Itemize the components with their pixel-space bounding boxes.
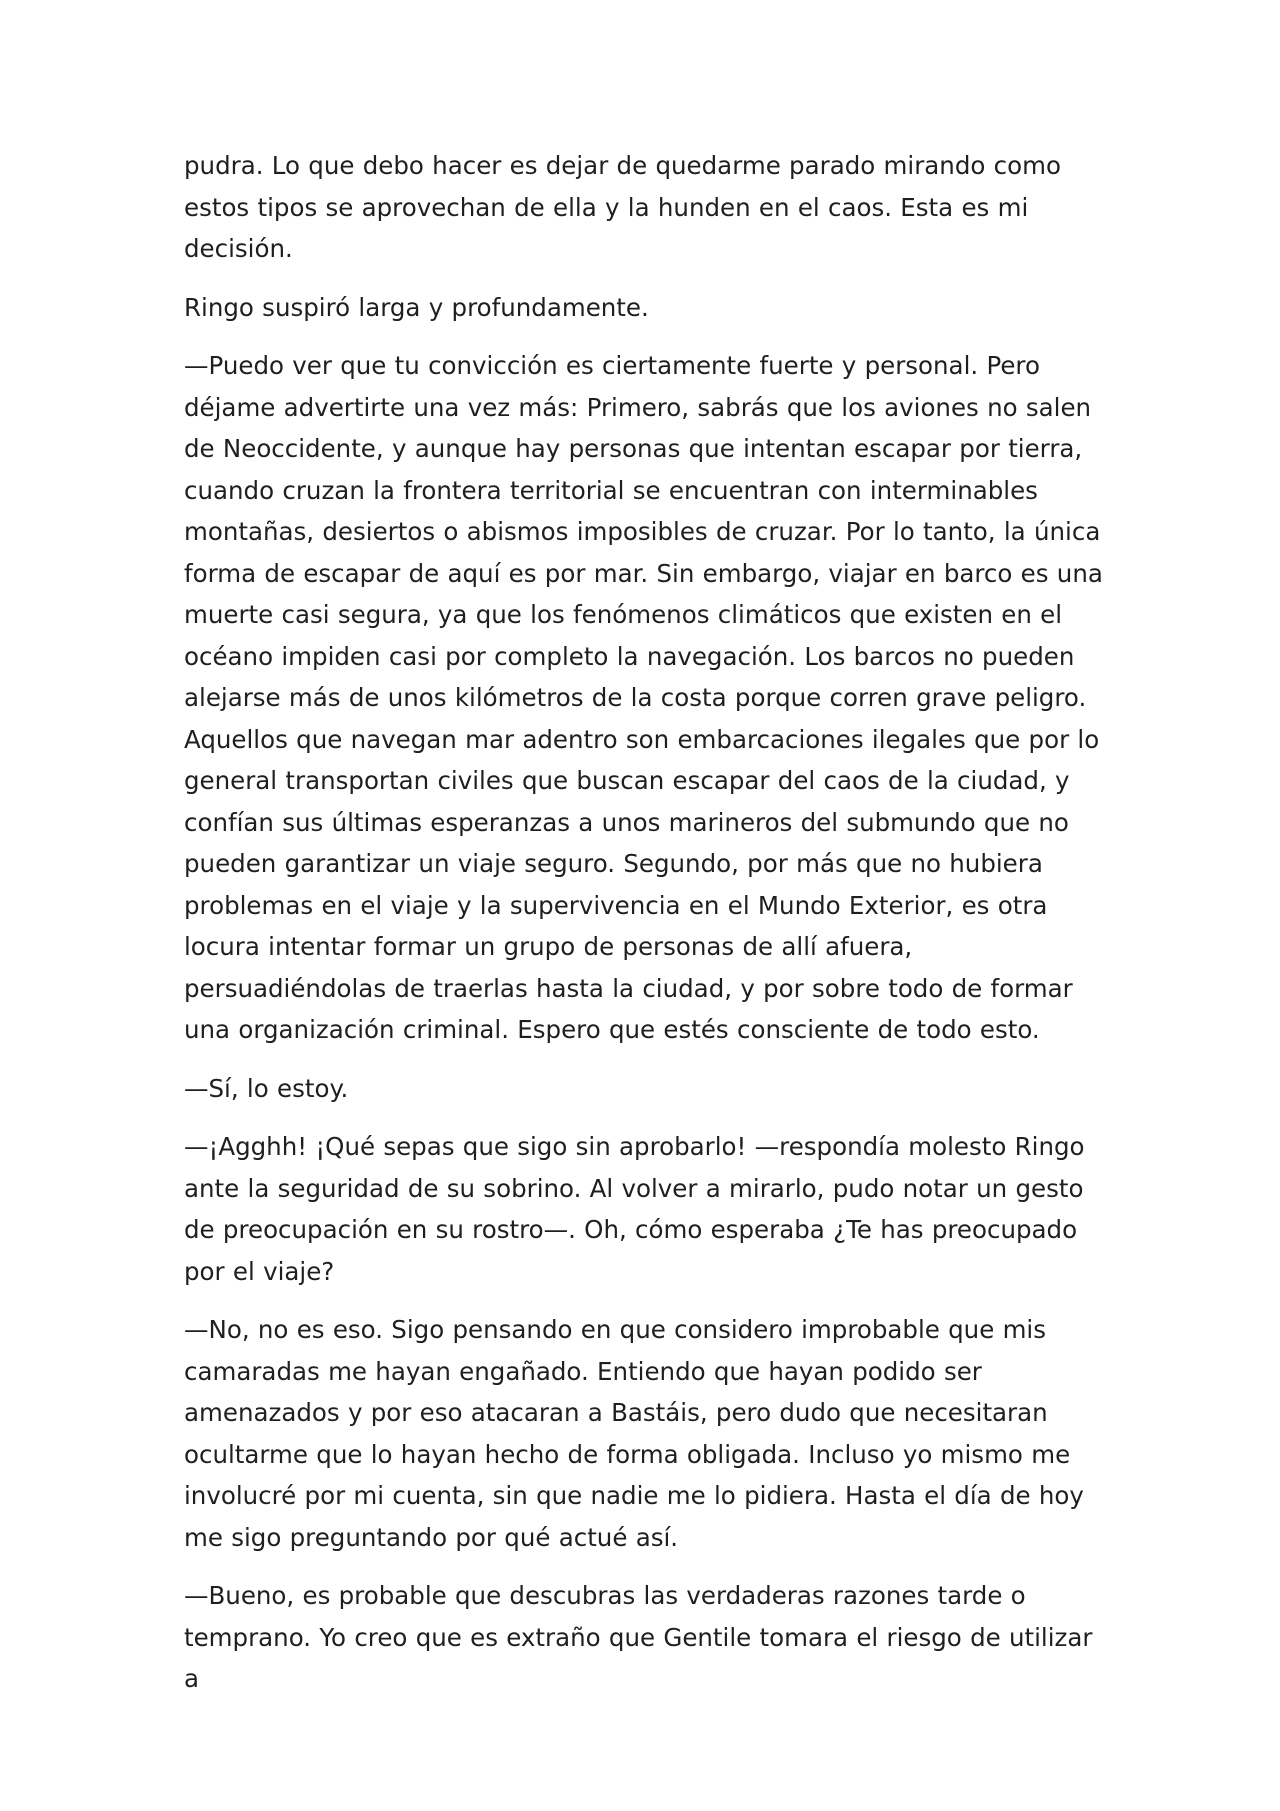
document-page (184, 145, 1114, 1717)
paragraph: —Puedo ver que tu convicción es ciertamente fuerte y personal. Pero déjame advertirte una vez más: Primero, sabrás que los aviones no salen de Neoccidente, y aunque hay personas que intentan escapar por tierra, cuando cruzan la frontera territorial se encuentran con interminables montañas, desiertos o abismos imposibles de cruzar. Por lo tanto, la única forma de escapar de aquí es por mar. Sin embargo, viajar en barco es una muerte casi segura, ya que los fenómenos climáticos que existen en el océano impiden casi por completo la navegación. Los barcos no pueden alejarse más de unos kilómetros de la costa porque corren grave peligro. Aquellos que navegan mar adentro son embarcaciones ilegales que por lo general transportan civiles que buscan escapar del caos de la ciudad, y confían sus últimas esperanzas a unos marineros del submundo que no pueden garantizar un viaje seguro. Segundo, por más que no hubiera problemas en el viaje y la supervivencia en el Mundo Exterior, es otra locura intentar formar un grupo de personas de allí afuera, persuadiéndolas de traerlas hasta la ciudad, y por sobre todo de formar una organización criminal. Espero que estés consciente de todo esto. (184, 351, 1103, 1044)
paragraph: Ringo suspiró larga y profundamente. (184, 292, 649, 322)
paragraph: —¡Agghh! ¡Qué sepas que sigo sin aprobarlo! —respondía molesto Ringo ante la seguridad de su sobrino. Al volver a mirarlo, pudo notar un gesto de preocupación en su rostro—. Oh, cómo esperaba ¿Te has preocupado por el viaje? (184, 1132, 1085, 1286)
paragraph: —Bueno, es probable que descubras las verdaderas razones tarde o temprano. Yo creo que es extraño que Gentile tomara el riesgo de utilizar a (184, 1581, 1093, 1693)
paragraph: —Sí, lo estoy. (184, 1073, 349, 1103)
paragraph: pudra. Lo que debo hacer es dejar de quedarme parado mirando como estos tipos se aprovechan de ella y la hunden en el caos. Esta es mi decisión. (184, 151, 1061, 263)
paragraph: —No, no es eso. Sigo pensando en que considero improbable que mis camaradas me hayan engañado. Entiendo que hayan podido ser amenazados y por eso atacaran a Bastáis, pero dudo que necesitaran ocultarme que lo hayan hecho de forma obligada. Incluso yo mismo me involucré por mi cuenta, sin que nadie me lo pidiera. Hasta el día de hoy me sigo preguntando por qué actué así. (184, 1315, 1084, 1552)
